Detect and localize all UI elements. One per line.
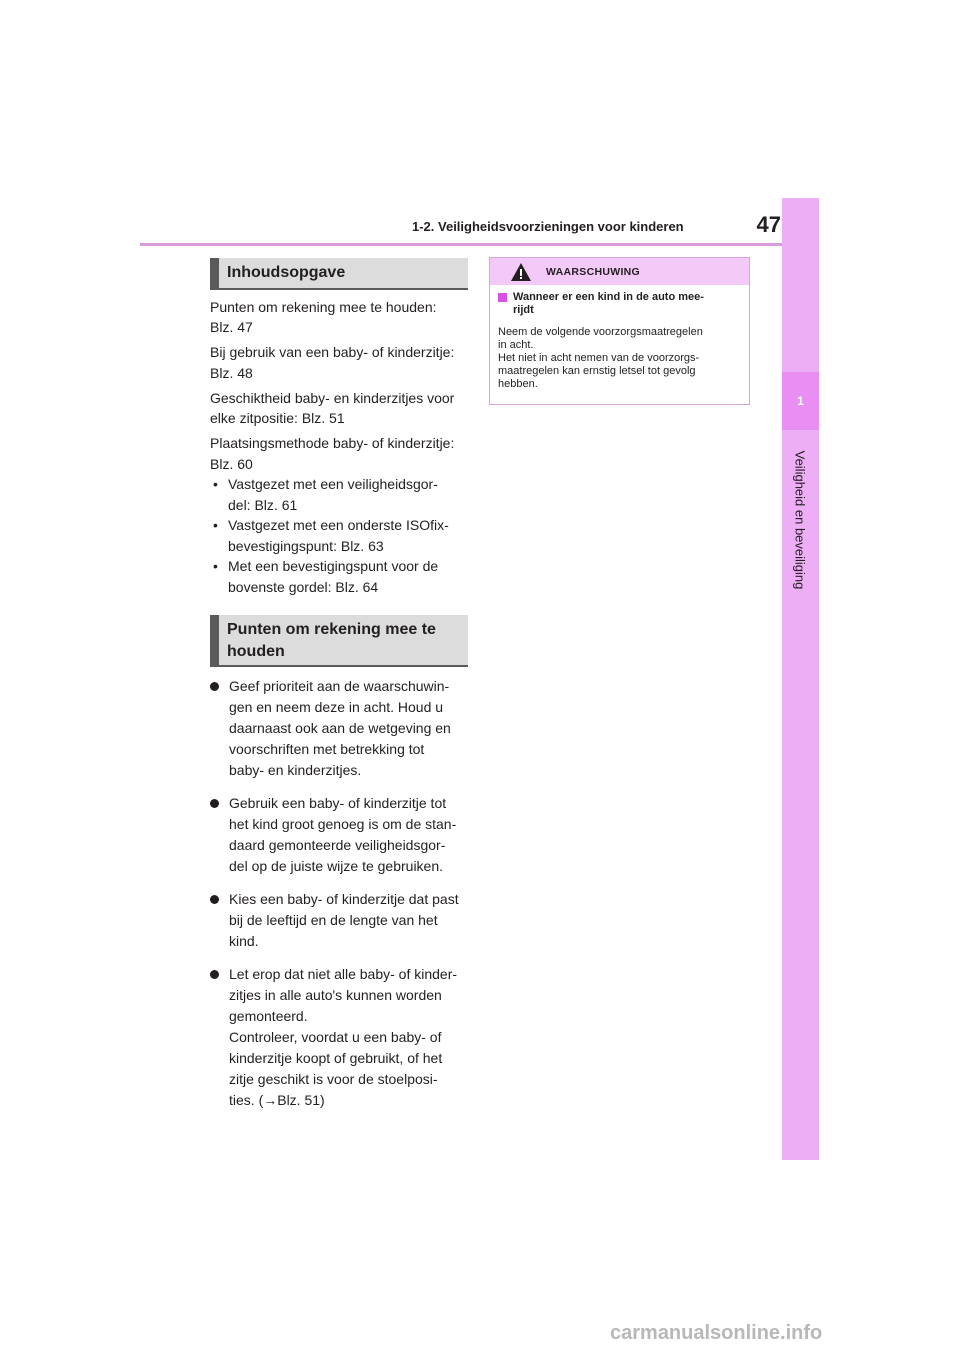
toc-entry[interactable]: Punten om rekening mee te houden: Blz. 47 bbox=[210, 298, 437, 335]
toc-sub-entry-text: Met een bevestigingspunt voor de bovenste gordel: Blz. 64 bbox=[228, 558, 439, 595]
warning-subheading-text: Wanneer er een kind in de auto mee- rijdt bbox=[513, 291, 704, 316]
list-item bbox=[210, 793, 470, 877]
toc-heading: Inhoudsopgave bbox=[227, 264, 346, 281]
warning-text: Neem de volgende voorzorgsmaatregelen in acht. Het niet in acht nemen van de voorzorgs- maatregelen kan ernstig letsel tot gevolg hebben. bbox=[498, 326, 703, 390]
punten-heading-box bbox=[210, 615, 468, 667]
watermark: carmanualsonline.info bbox=[610, 1322, 823, 1344]
bullet-text: Geef prioriteit aan de waarschuwin- gen en neem deze in acht. Houd u daarnaast ook aan de wetgeving en voorschriften met betrekking tot baby- en kinderzitjes. bbox=[229, 678, 451, 778]
bullet-icon bbox=[210, 970, 219, 979]
warning-box bbox=[489, 257, 750, 405]
bullet-icon bbox=[210, 799, 219, 808]
bullet-dot: • bbox=[213, 517, 218, 533]
bullet-icon bbox=[210, 895, 219, 904]
toc-entry[interactable]: Plaatsingsmethode baby- of kinderzitje: Blz. 60 bbox=[210, 435, 455, 472]
toc-entry[interactable]: Bij gebruik van een baby- of kinderzitje: Blz. 48 bbox=[210, 344, 455, 381]
side-tab bbox=[782, 198, 819, 1160]
toc-sub-entry[interactable] bbox=[210, 556, 468, 597]
bullet-text: Kies een baby- of kinderzitje dat past bij de leeftijd en de lengte van het kind. bbox=[229, 891, 459, 949]
list-item bbox=[210, 964, 470, 1111]
warning-title: WAARSCHUWING bbox=[546, 265, 641, 278]
toc-entry[interactable]: Geschiktheid baby- en kinderzitjes voor elke zitpositie: Blz. 51 bbox=[210, 389, 455, 426]
side-tab-number: 1 bbox=[782, 372, 819, 430]
section-title: 1-2. Veiligheidsvoorzieningen voor kinderen bbox=[412, 219, 684, 234]
header-rule bbox=[140, 243, 782, 246]
punten-bullets bbox=[210, 676, 470, 1123]
warning-header bbox=[490, 258, 749, 285]
bullet-text: Gebruik een baby- of kinderzitje tot het kind groot genoeg is om de stan- daard gemonteerde veiligheidsgor- del op de juiste wijze te gebruiken. bbox=[229, 795, 457, 874]
page-number: 47 bbox=[756, 212, 781, 237]
square-bullet-icon bbox=[498, 293, 507, 302]
toc-heading-box bbox=[210, 258, 468, 290]
warning-triangle-icon bbox=[510, 262, 532, 282]
list-item bbox=[210, 889, 470, 952]
toc-sub-entry-text: Vastgezet met een veiligheidsgor- del: Blz. 61 bbox=[228, 476, 438, 513]
toc-list bbox=[210, 292, 468, 597]
punten-heading-line2: houden bbox=[227, 643, 285, 660]
list-item bbox=[210, 676, 470, 781]
bullet-text: Let erop dat niet alle baby- of kinder- zitjes in alle auto's kunnen worden gemonteerd. Controleer, voordat u een baby- of kinderzitje koopt of gebruikt, of het zitje geschikt is voor de stoelposi- ties. (→Blz. 51) bbox=[229, 966, 458, 1108]
warning-body bbox=[490, 285, 749, 391]
toc-sub-entry[interactable] bbox=[210, 515, 468, 556]
bullet-dot: • bbox=[213, 558, 218, 574]
warning-subheading bbox=[498, 291, 741, 317]
punten-heading-line1: Punten om rekening mee te bbox=[227, 621, 436, 638]
bullet-icon bbox=[210, 682, 219, 691]
toc-sub-entry[interactable] bbox=[210, 474, 468, 515]
toc-sub-entry-text: Vastgezet met een onderste ISOfix- bevestigingspunt: Blz. 63 bbox=[228, 517, 449, 554]
bullet-dot: • bbox=[213, 476, 218, 492]
side-tab-label: Veiligheid en beveiliging bbox=[792, 450, 808, 590]
